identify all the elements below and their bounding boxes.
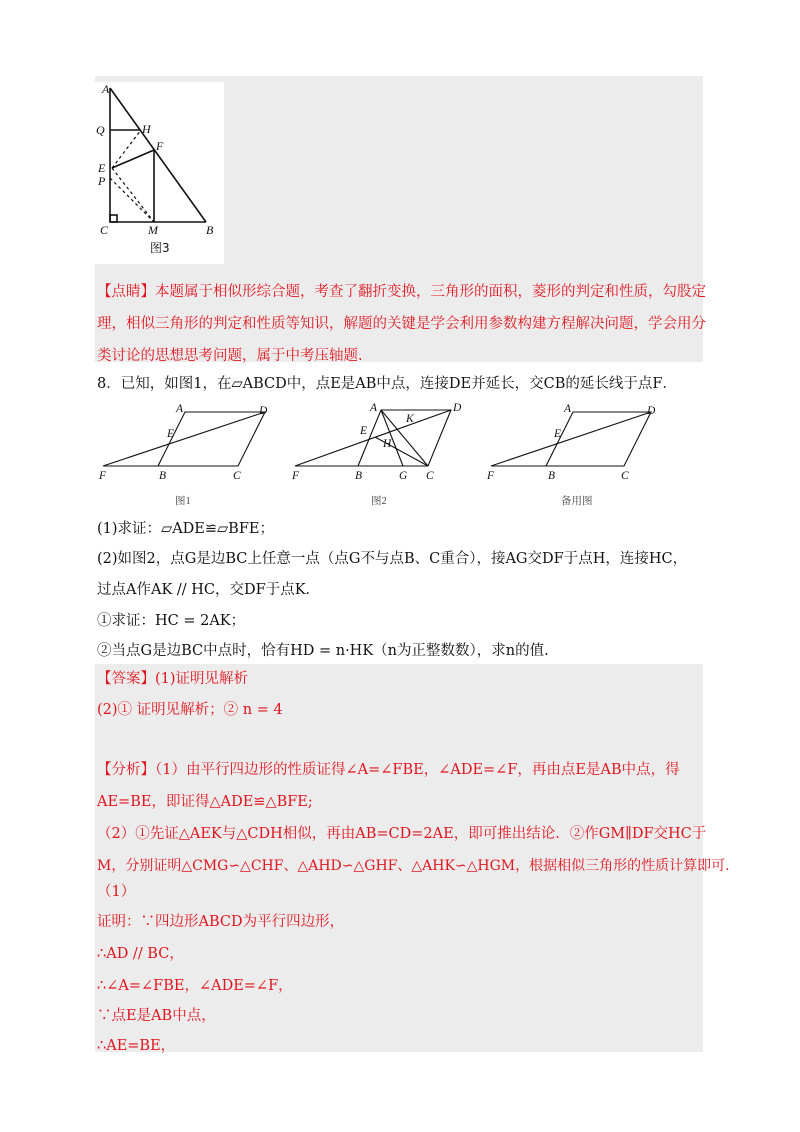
problem-sub-1: ①求证：HC = 2AK；: [97, 613, 246, 629]
problem-part-2b: 过点A作AK // HC，交DF于点K．: [97, 582, 321, 598]
problem-part-1: (1)求证：▱ADE≌▱BFE；: [97, 521, 274, 537]
answer-line-2: (2)① 证明见解析；② n = 4: [97, 702, 283, 718]
problem-stem: 8．已知，如图1，在▱ABCD中，点E是AB中点，连接DE并延长，交CB的延长线于点F．: [97, 376, 677, 392]
fig3-label-H: H: [142, 122, 151, 136]
fig1-label-F: F: [99, 470, 107, 482]
fig2-label-H: H: [383, 438, 392, 450]
fig1-label-A: A: [176, 403, 184, 415]
fig3-label-M: M: [148, 223, 158, 237]
figures-row: [95, 400, 695, 512]
fig1-label-D: D: [259, 405, 268, 417]
analysis-line-4: M，分别证明△CMG∽△CHF、△AHD∽△GHF、△AHK∽△HGM，根据相似三角形的性质计算即可.: [97, 858, 730, 874]
fig-backup-caption: 备用图: [561, 496, 593, 507]
fig-backup-label-A: A: [564, 403, 572, 415]
fig1-label-E: E: [167, 428, 175, 440]
fig2-label-D: D: [453, 402, 462, 414]
analysis-line-2: AE=BE，即证得△ADE≌△BFE;: [97, 794, 313, 810]
fig3-label-B: B: [206, 223, 214, 237]
fig2-label-G: G: [399, 470, 408, 482]
problem-sub-2: ②当点G是边BC中点时，恰有HD = n·HK（n为正整数数），求n的值.: [97, 643, 549, 659]
fig-backup-label-D: D: [647, 405, 656, 417]
fig3-label-F: F: [156, 139, 164, 153]
analysis-line-5: （1）: [97, 884, 136, 900]
proof-line-5: ∴AE=BE，: [97, 1038, 176, 1054]
fig3-caption: 图3: [150, 241, 170, 255]
proof-line-4: ∵点E是AB中点，: [97, 1008, 216, 1024]
analysis-line-1: 【分析】（1）由平行四边形的性质证得∠A=∠FBE，∠ADE=∠F，再由点E是AB中点，得: [97, 762, 680, 778]
analysis-line-3: （2）①先证△AEK与△CDH相似，再由AB=CD=2AE，即可推出结论．②作GM∥DF交HC于: [97, 826, 707, 842]
fig2-label-C: C: [426, 470, 434, 482]
proof-line-2: ∴AD // BC，: [97, 946, 184, 962]
problem-part-2a: (2)如图2，点G是边BC上任意一点（点G不与点B、C重合），接AG交DF于点H，连接HC，: [97, 551, 688, 567]
fig1-label-B: B: [159, 470, 167, 482]
fig2-caption: 图2: [371, 496, 387, 507]
fig3-label-A: A: [102, 82, 110, 96]
answer-line-1: 【答案】(1)证明见解析: [97, 671, 249, 687]
fig2-label-K: K: [406, 413, 414, 425]
fig-backup-label-F: F: [487, 470, 495, 482]
figure-3: [94, 82, 224, 264]
fig3-label-P: P: [98, 174, 106, 188]
fig2-label-F: F: [292, 470, 300, 482]
fig-backup-label-E: E: [554, 428, 562, 440]
fig1-caption: 图1: [175, 496, 191, 507]
fig1-label-C: C: [233, 470, 241, 482]
proof-line-3: ∴∠A=∠FBE，∠ADE=∠F，: [97, 978, 293, 994]
comment-line-1: 【点睛】本题属于相似形综合题，考查了翻折变换，三角形的面积，菱形的判定和性质，勾股定: [97, 284, 706, 300]
comment-line-2: 理，相似三角形的判定和性质等知识，解题的关键是学会利用参数构建方程解决问题，学会用分: [97, 316, 706, 332]
fig2-label-E: E: [360, 425, 368, 437]
proof-line-1: 证明：∵四边形ABCD为平行四边形，: [97, 914, 345, 930]
fig2-label-A: A: [370, 402, 378, 414]
comment-line-3: 类讨论的思想思考问题，属于中考压轴题.: [97, 348, 363, 364]
fig-backup-label-C: C: [621, 470, 629, 482]
fig3-label-Q: Q: [96, 123, 105, 137]
fig-backup-label-B: B: [548, 470, 556, 482]
fig3-label-E: E: [98, 161, 106, 175]
fig3-label-C: C: [100, 223, 109, 237]
fig2-label-B: B: [355, 470, 363, 482]
